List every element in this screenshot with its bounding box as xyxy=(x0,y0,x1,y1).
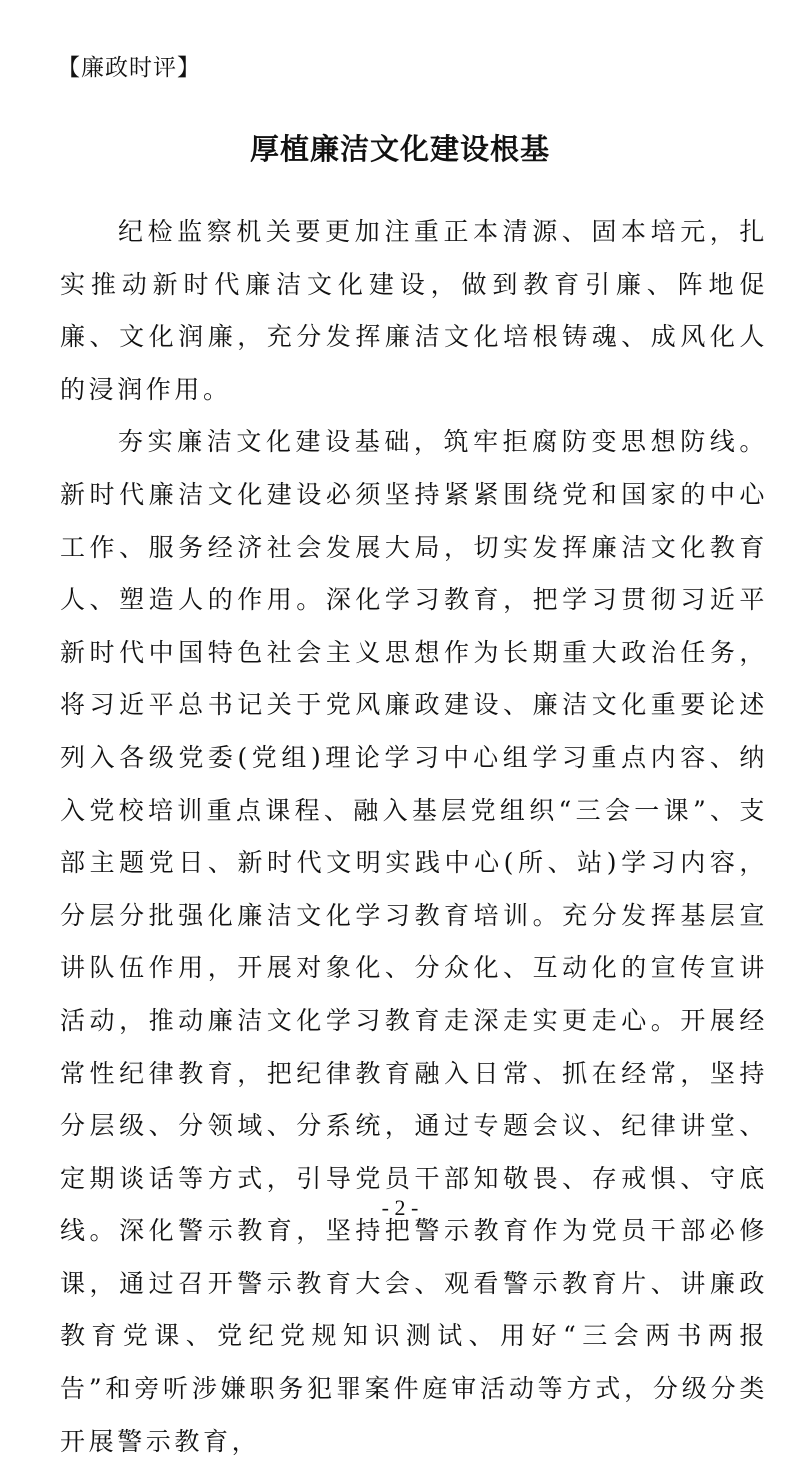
page-number: - 2 - xyxy=(381,1195,419,1220)
article-title: 厚植廉洁文化建设根基 xyxy=(249,132,550,166)
paragraph: 纪检监察机关要更加注重正本清源、固本培元，扎实推动新时代廉洁文化建设，做到教育引廉、阵地促廉、文化润廉，充分发挥廉洁文化培根铸魂、成风化人的浸润作用。 xyxy=(60,217,768,404)
paragraph: 夯实廉洁文化建设基础，筑牢拒腐防变思想防线。新时代廉洁文化建设必须坚持紧紧围绕党和国家的中心工作、服务经济社会发展大局，切实发挥廉洁文化教育人、塑造人的作用。深化学习教育，把学习贯彻习近平新时代中国特色社会主义思想作为长期重大政治任务，将习近平总书记关于党风廉政建设、廉洁文化重要论述列入各级党委(党组)理论学习中心组学习重点内容、纳入党校培训重点课程、融入基层党组织“三会一课”、支部主题党日、新时代文明实践中心(所、站)学习内容，分层分批强化廉洁文化学习教育培训。充分发挥基层宣讲队伍作用，开展对象化、分众化、互动化的宣传宣讲活动，推动廉洁文化学习教育走深走实更走心。开展经常性纪律教育，把纪律教育融入日常、抓在经常，坚持分层级、分领域、分系统，通过专题会议、纪律讲堂、定期谈话等方式，引导党员干部知敬畏、存戒惧、守底线。深化警示教育，坚持把警示教育作为党员干部必修课，通过召开警示教育大会、观看警示教育片、讲廉政教育党课、党纪党规知识测试、用好“三会两书两报告”和旁听涉嫌职务犯罪案件庭审活动等方式，分级分类开展警示教育， xyxy=(60,427,768,1456)
article-body xyxy=(60,206,768,1468)
column-tag: 【廉政时评】 xyxy=(57,55,201,81)
